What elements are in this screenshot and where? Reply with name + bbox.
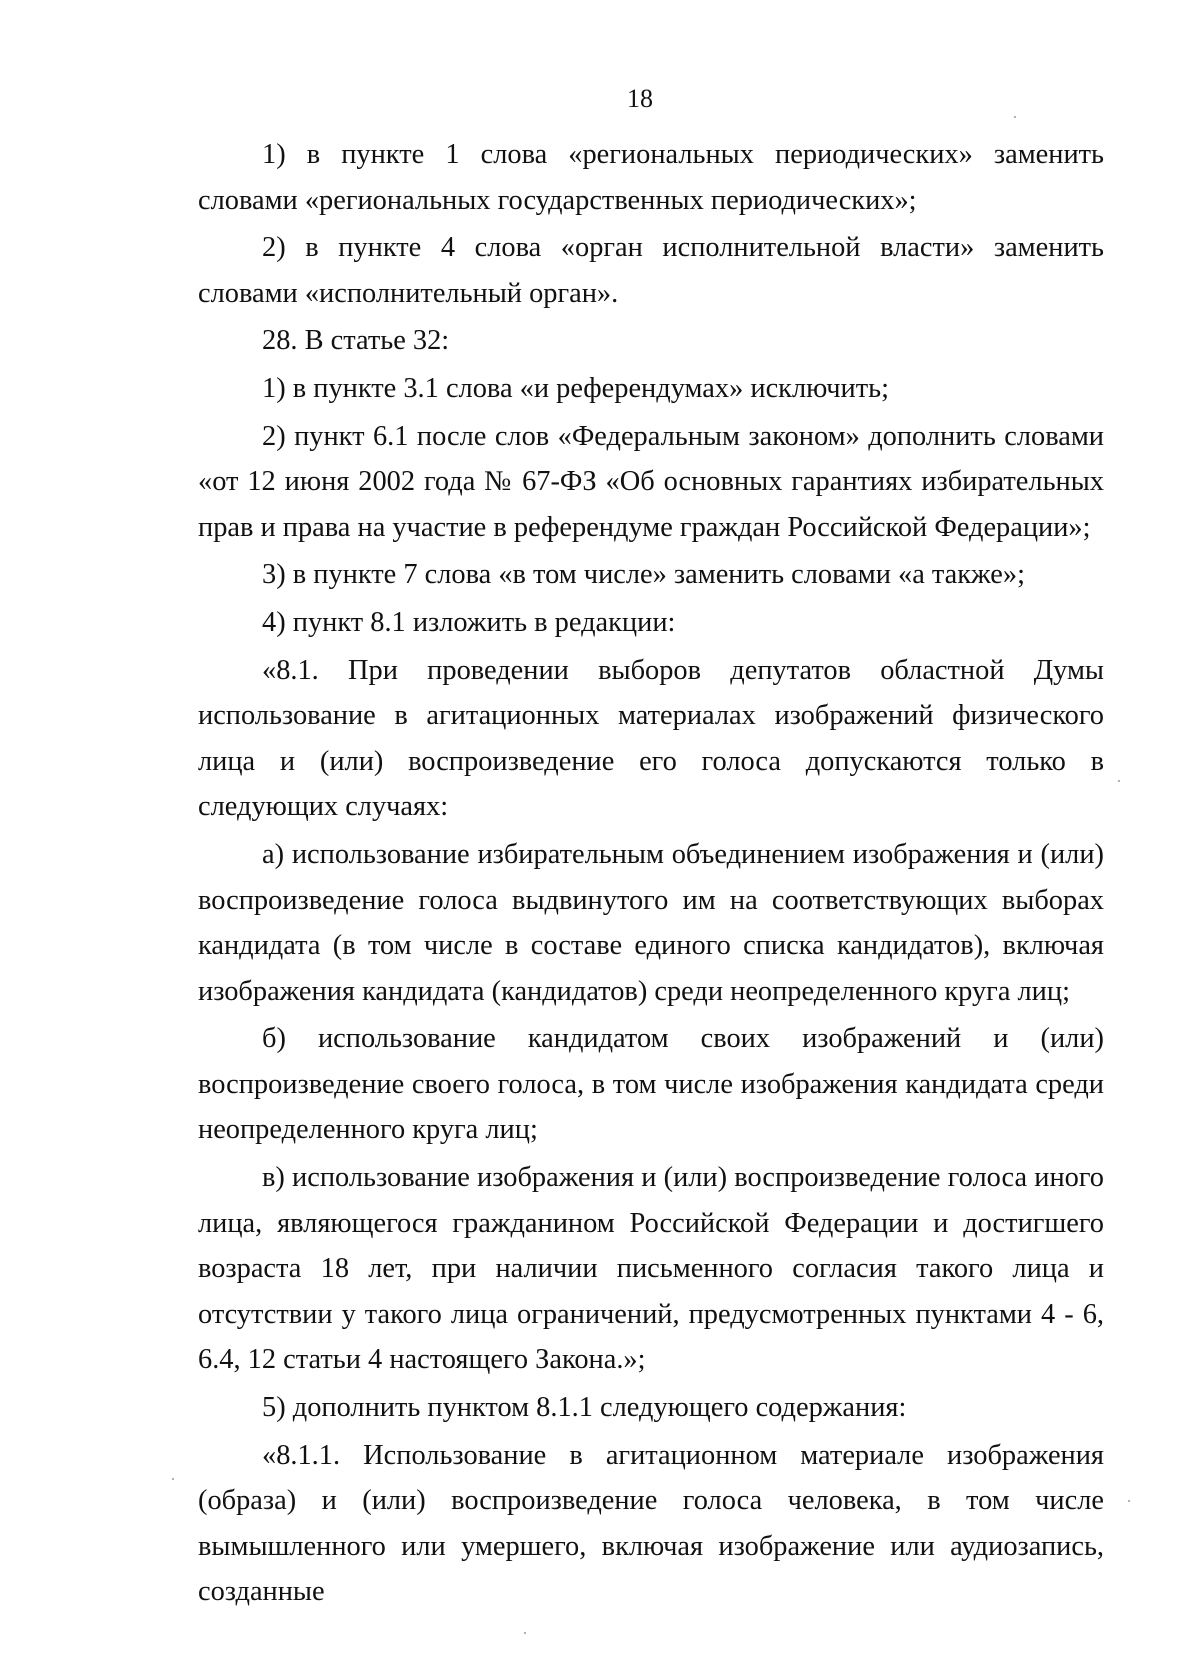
paragraph-8: «8.1. При проведении выборов депутатов областной Думы использование в агитационных материалах изображений физического лица и (или) воспроизведение его голоса допускаются только в следующих случаях: — [198, 654, 1104, 823]
paragraph-9: а) использование избирательным объединением изображения и (или) воспроизведение голоса выдвинутого им на соответствующих выборах кандидата (в том числе в составе единого списка кандидатов), включая изображения кандидата (кандидатов) среди неопределенного круга лиц; — [198, 838, 1104, 1007]
paragraph-11: в) использование изображения и (или) воспроизведение голоса иного лица, являющегося гражданином Российской Федерации и достигшего возраста 18 лет, при наличии письменного согласия такого лица и отсутствии у такого лица ограничений, предусмотренных пунктами 4 - 6, 6.4, 12 статьи 4 настоящего Закона.»; — [198, 1162, 1104, 1376]
paragraph-1: 1) в пункте 1 слова «региональных периодических» заменить словами «региональных государственных периодических»; — [198, 139, 1104, 216]
paragraph-3: 28. В статье 32: — [262, 325, 450, 357]
scan-speck — [524, 1632, 526, 1634]
scan-speck — [172, 1478, 174, 1480]
document-text — [198, 132, 1104, 1615]
scan-speck — [1118, 780, 1120, 782]
scan-speck — [1014, 116, 1016, 118]
paragraph-6: 3) в пункте 7 слова «в том числе» заменить словами «а также»; — [262, 559, 1025, 591]
paragraph-12: 5) дополнить пунктом 8.1.1 следующего содержания: — [262, 1392, 907, 1424]
paragraph-4: 1) в пункте 3.1 слова «и референдумах» исключить; — [262, 372, 889, 404]
paragraph-10: б) использование кандидатом своих изображений и (или) воспроизведение своего голоса, в том числе изображения кандидата среди неопределенного круга лиц; — [198, 1023, 1104, 1146]
paragraph-13: «8.1.1. Использование в агитационном материале изображения (образа) и (или) воспроизведение голоса человека, в том числе вымышленного или умершего, включая изображение или аудиозапись, созданные — [198, 1439, 1104, 1608]
paragraph-7: 4) пункт 8.1 изложить в редакции: — [262, 606, 676, 638]
page-number: 18 — [627, 84, 653, 113]
paragraph-5: 2) пункт 6.1 после слов «Федеральным законом» дополнить словами «от 12 июня 2002 года № 67-ФЗ «Об основных гарантиях избирательных прав и права на участие в референдуме граждан Российской Федерации»; — [198, 420, 1104, 543]
paragraph-2: 2) в пункте 4 слова «орган исполнительной власти» заменить словами «исполнительный орган». — [198, 232, 1104, 309]
scan-speck — [1128, 1500, 1130, 1502]
